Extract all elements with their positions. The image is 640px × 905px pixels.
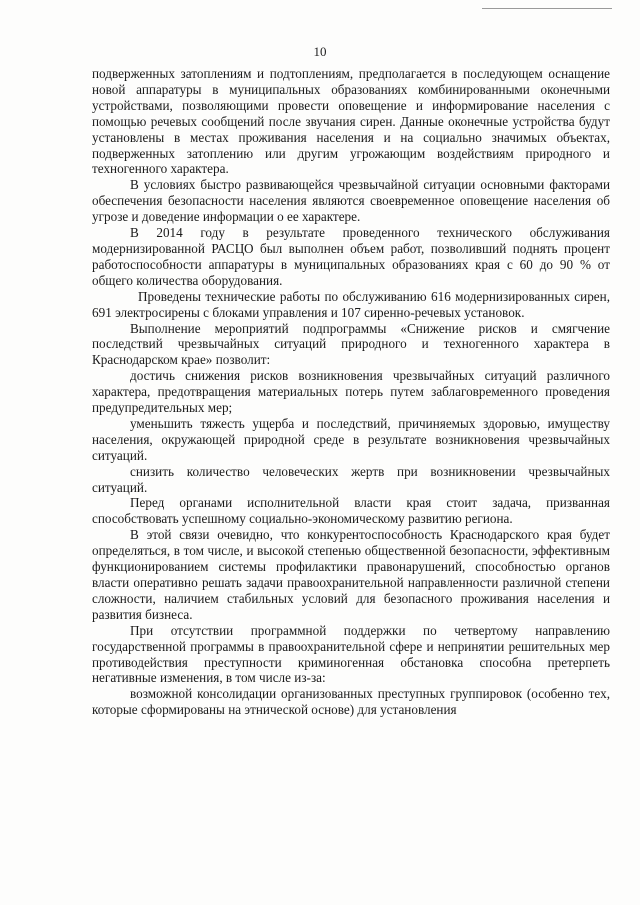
paragraph-4: Проведены технические работы по обслуживанию 616 модернизированных сирен, 691 электросирены с блоками управления и 107 сиренно-речевых установок.: [92, 288, 610, 320]
list-item-1: достичь снижения рисков возникновения чрезвычайных ситуаций различного характера, предотвращения материальных потерь путем заблаговременного проведения предупредительных мер;: [92, 368, 610, 416]
paragraph-2: В условиях быстро развивающейся чрезвычайной ситуации основными факторами обеспечения безопасности населения являются своевременное оповещение населения об угрозе и доведение информации о ее характере.: [92, 177, 610, 225]
paragraph-3: В 2014 году в результате проведенного технического обслуживания модернизированной РАСЦО был выполнен объем работ, позволивший поднять процент работоспособности аппаратуры в муниципальных образованиях края с 60 до 90 % от общего количества оборудования.: [92, 225, 610, 288]
body-text: [92, 66, 610, 718]
scan-edge-line: [482, 8, 612, 9]
paragraph-5: Выполнение мероприятий подпрограммы «Снижение рисков и смягчение последствий чрезвычайных ситуаций природного и техногенного характера в Краснодарском крае» позволит:: [92, 320, 610, 368]
list-item-3: снизить количество человеческих жертв при возникновении чрезвычайных ситуаций.: [92, 463, 610, 495]
paragraph-8: При отсутствии программной поддержки по четвертому направлению государственной программы в правоохранительной сфере и непринятии решительных мер противодействия преступности криминогенная обстановка способна претерпеть негативные изменения, в том числе из-за:: [92, 622, 610, 686]
paragraph-6: Перед органами исполнительной власти края стоит задача, призванная способствовать успешному социально-экономическому развитию региона.: [92, 495, 610, 527]
paragraph-7: В этой связи очевидно, что конкурентоспособность Краснодарского края будет определяться, в том числе, и высокой степенью общественной безопасности, эффективным функционированием системы профилактики правонарушений, способностью органов власти оперативно решать задачи правоохранительной направленности различной степени сложности, наличием стабильных условий для безопасного проживания населения и развития бизнеса.: [92, 527, 610, 622]
paragraph-9: возможной консолидации организованных преступных группировок (особенно тех, которые сформированы на этнической основе) для установления: [92, 686, 610, 718]
list-item-2: уменьшить тяжесть ущерба и последствий, причиняемых здоровью, имуществу населения, окружающей природной среде в результате возникновения чрезвычайных ситуаций.: [92, 415, 610, 463]
page-number: 10: [313, 44, 327, 59]
paragraph-1: подверженных затоплениям и подтоплениям, предполагается в последующем оснащение новой аппаратуры в муниципальных образованиях комбинированными оконечными устройствами, позволяющими провести оповещение и информирование населения с помощью речевых сообщений после звучания сирен. Данные оконечные устройства будут установлены в местах проживания населения и на социально значимых объектах, подверженных затоплению или другим угрожающим воздействиям природного и техногенного характера.: [92, 66, 610, 177]
